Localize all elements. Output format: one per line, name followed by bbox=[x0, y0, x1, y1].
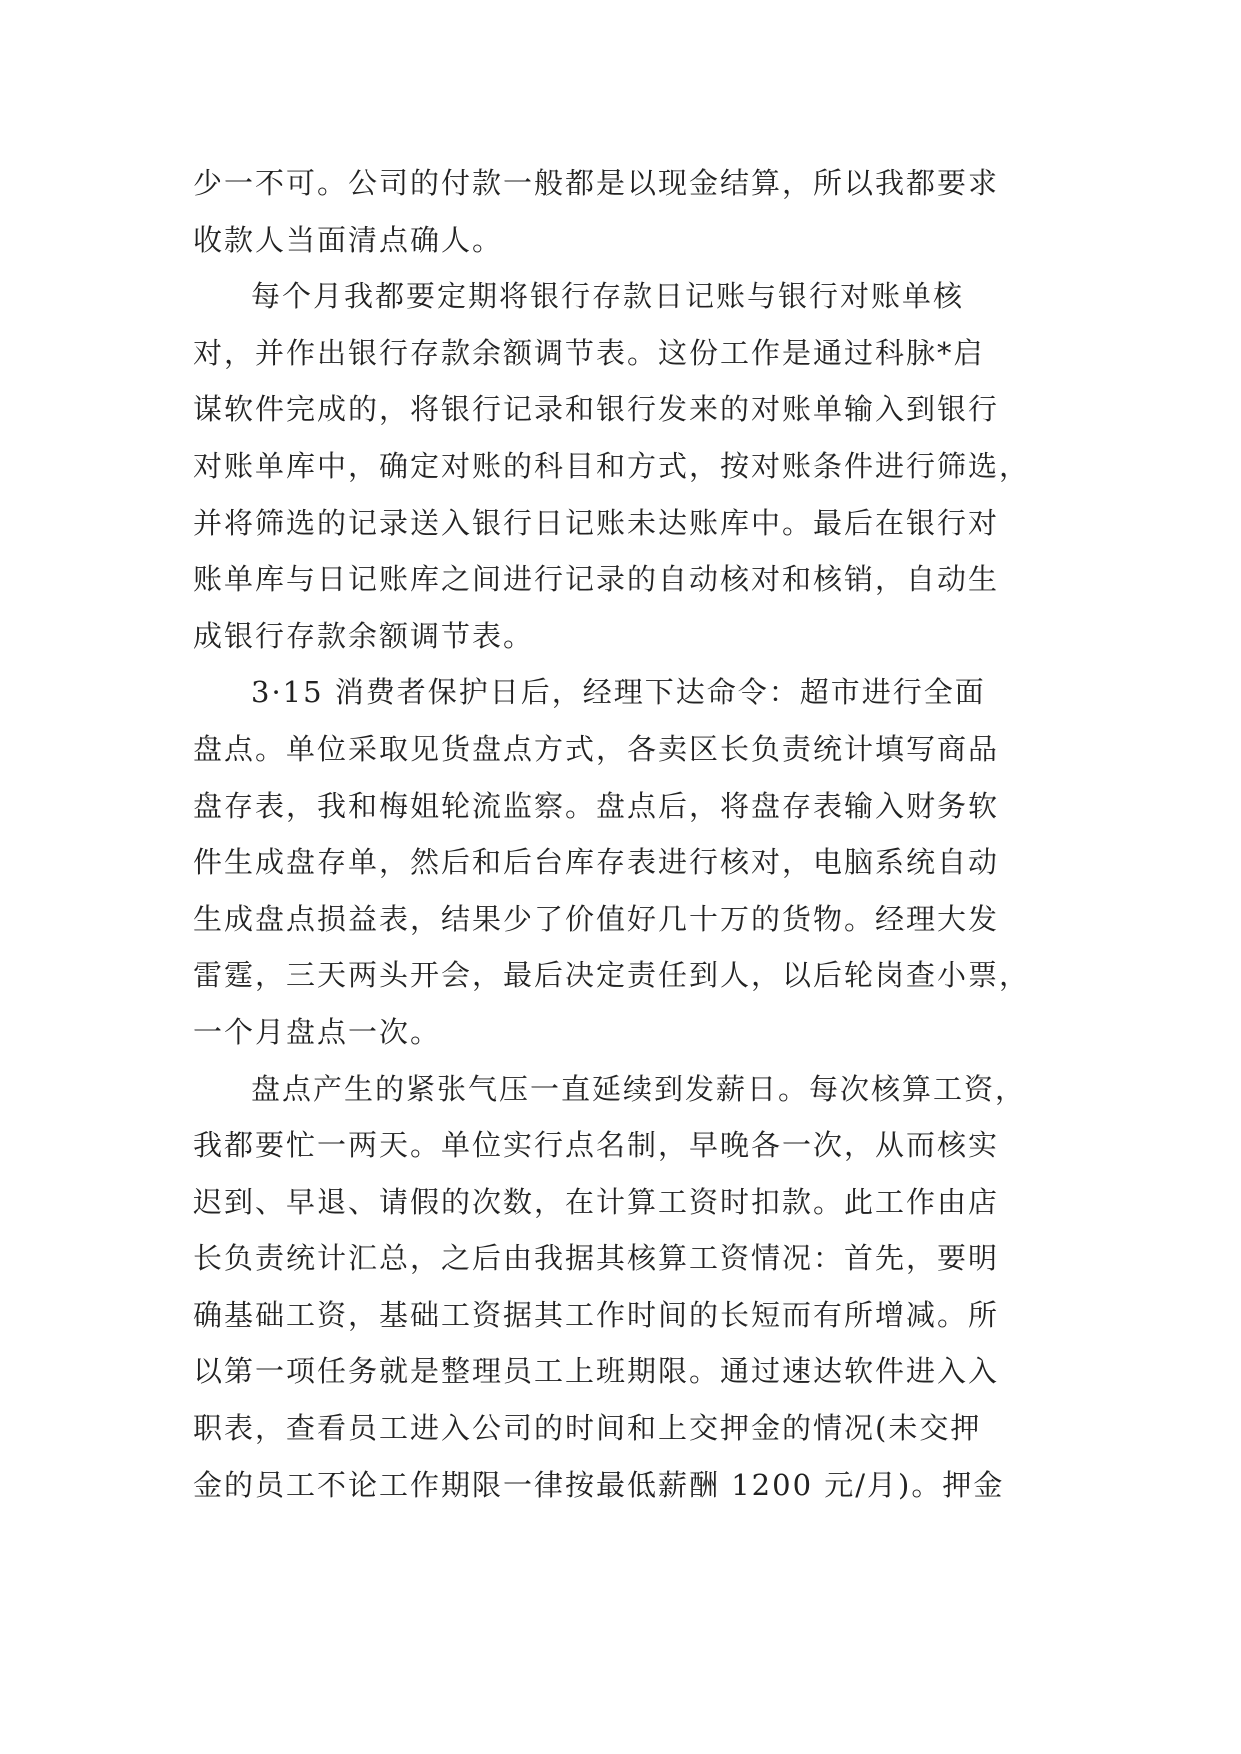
text-line: 每个月我都要定期将银行存款日记账与银行对账单核 bbox=[251, 279, 965, 314]
text-line: 以第一项任务就是整理员工上班期限。通过速达软件进入入 bbox=[193, 1354, 1000, 1389]
text-line: 一个月盘点一次。 bbox=[193, 1014, 442, 1049]
text-line: 雷霆，三天两头开会，最后决定责任到人，以后轮岗查小票， bbox=[193, 958, 1031, 993]
text-line: 长负责统计汇总，之后由我据其核算工资情况：首先，要明 bbox=[193, 1241, 1000, 1276]
text-line: 件生成盘存单，然后和后台库存表进行核对，电脑系统自动 bbox=[193, 845, 1000, 880]
text-line: 盘点。单位采取见货盘点方式，各卖区长负责统计填写商品 bbox=[193, 731, 1000, 766]
text-line: 账单库与日记账库之间进行记录的自动核对和核销，自动生 bbox=[193, 562, 1000, 597]
text-line: 成银行存款余额调节表。 bbox=[193, 618, 535, 653]
text-line: 我都要忙一两天。单位实行点名制，早晚各一次，从而核实 bbox=[193, 1128, 1000, 1163]
text-line: 职表，查看员工进入公司的时间和上交押金的情况(未交押 bbox=[193, 1411, 982, 1446]
text-line: 对，并作出银行存款余额调节表。这份工作是通过科脉*启 bbox=[193, 335, 985, 370]
text-line: 并将筛选的记录送入银行日记账未达账库中。最后在银行对 bbox=[193, 505, 1000, 540]
text-line: 盘存表，我和梅姐轮流监察。盘点后，将盘存表输入财务软 bbox=[193, 788, 1000, 823]
text-line: 确基础工资，基础工资据其工作时间的长短而有所增减。所 bbox=[193, 1297, 1000, 1332]
text-line: 少一不可。公司的付款一般都是以现金结算，所以我都要求 bbox=[193, 166, 1000, 200]
text-line: 生成盘点损益表，结果少了价值好几十万的货物。经理大发 bbox=[193, 901, 1000, 936]
text-line: 盘点产生的紧张气压一直延续到发薪日。每次核算工资， bbox=[251, 1071, 1027, 1106]
text-line: 迟到、早退、请假的次数，在计算工资时扣款。此工作由店 bbox=[193, 1184, 1000, 1219]
text-line: 金的员工不论工作期限一律按最低薪酬 1200 元/月)。押金 bbox=[193, 1467, 1005, 1502]
text-line: 3·15 消费者保护日后，经理下达命令：超市进行全面 bbox=[251, 675, 986, 710]
text-line: 谋软件完成的，将银行记录和银行发来的对账单输入到银行 bbox=[193, 392, 1000, 427]
text-line: 对账单库中，确定对账的科目和方式，按对账条件进行筛选， bbox=[193, 448, 1031, 483]
document-body bbox=[193, 155, 1053, 1513]
text-line: 收款人当面清点确人。 bbox=[193, 222, 504, 257]
